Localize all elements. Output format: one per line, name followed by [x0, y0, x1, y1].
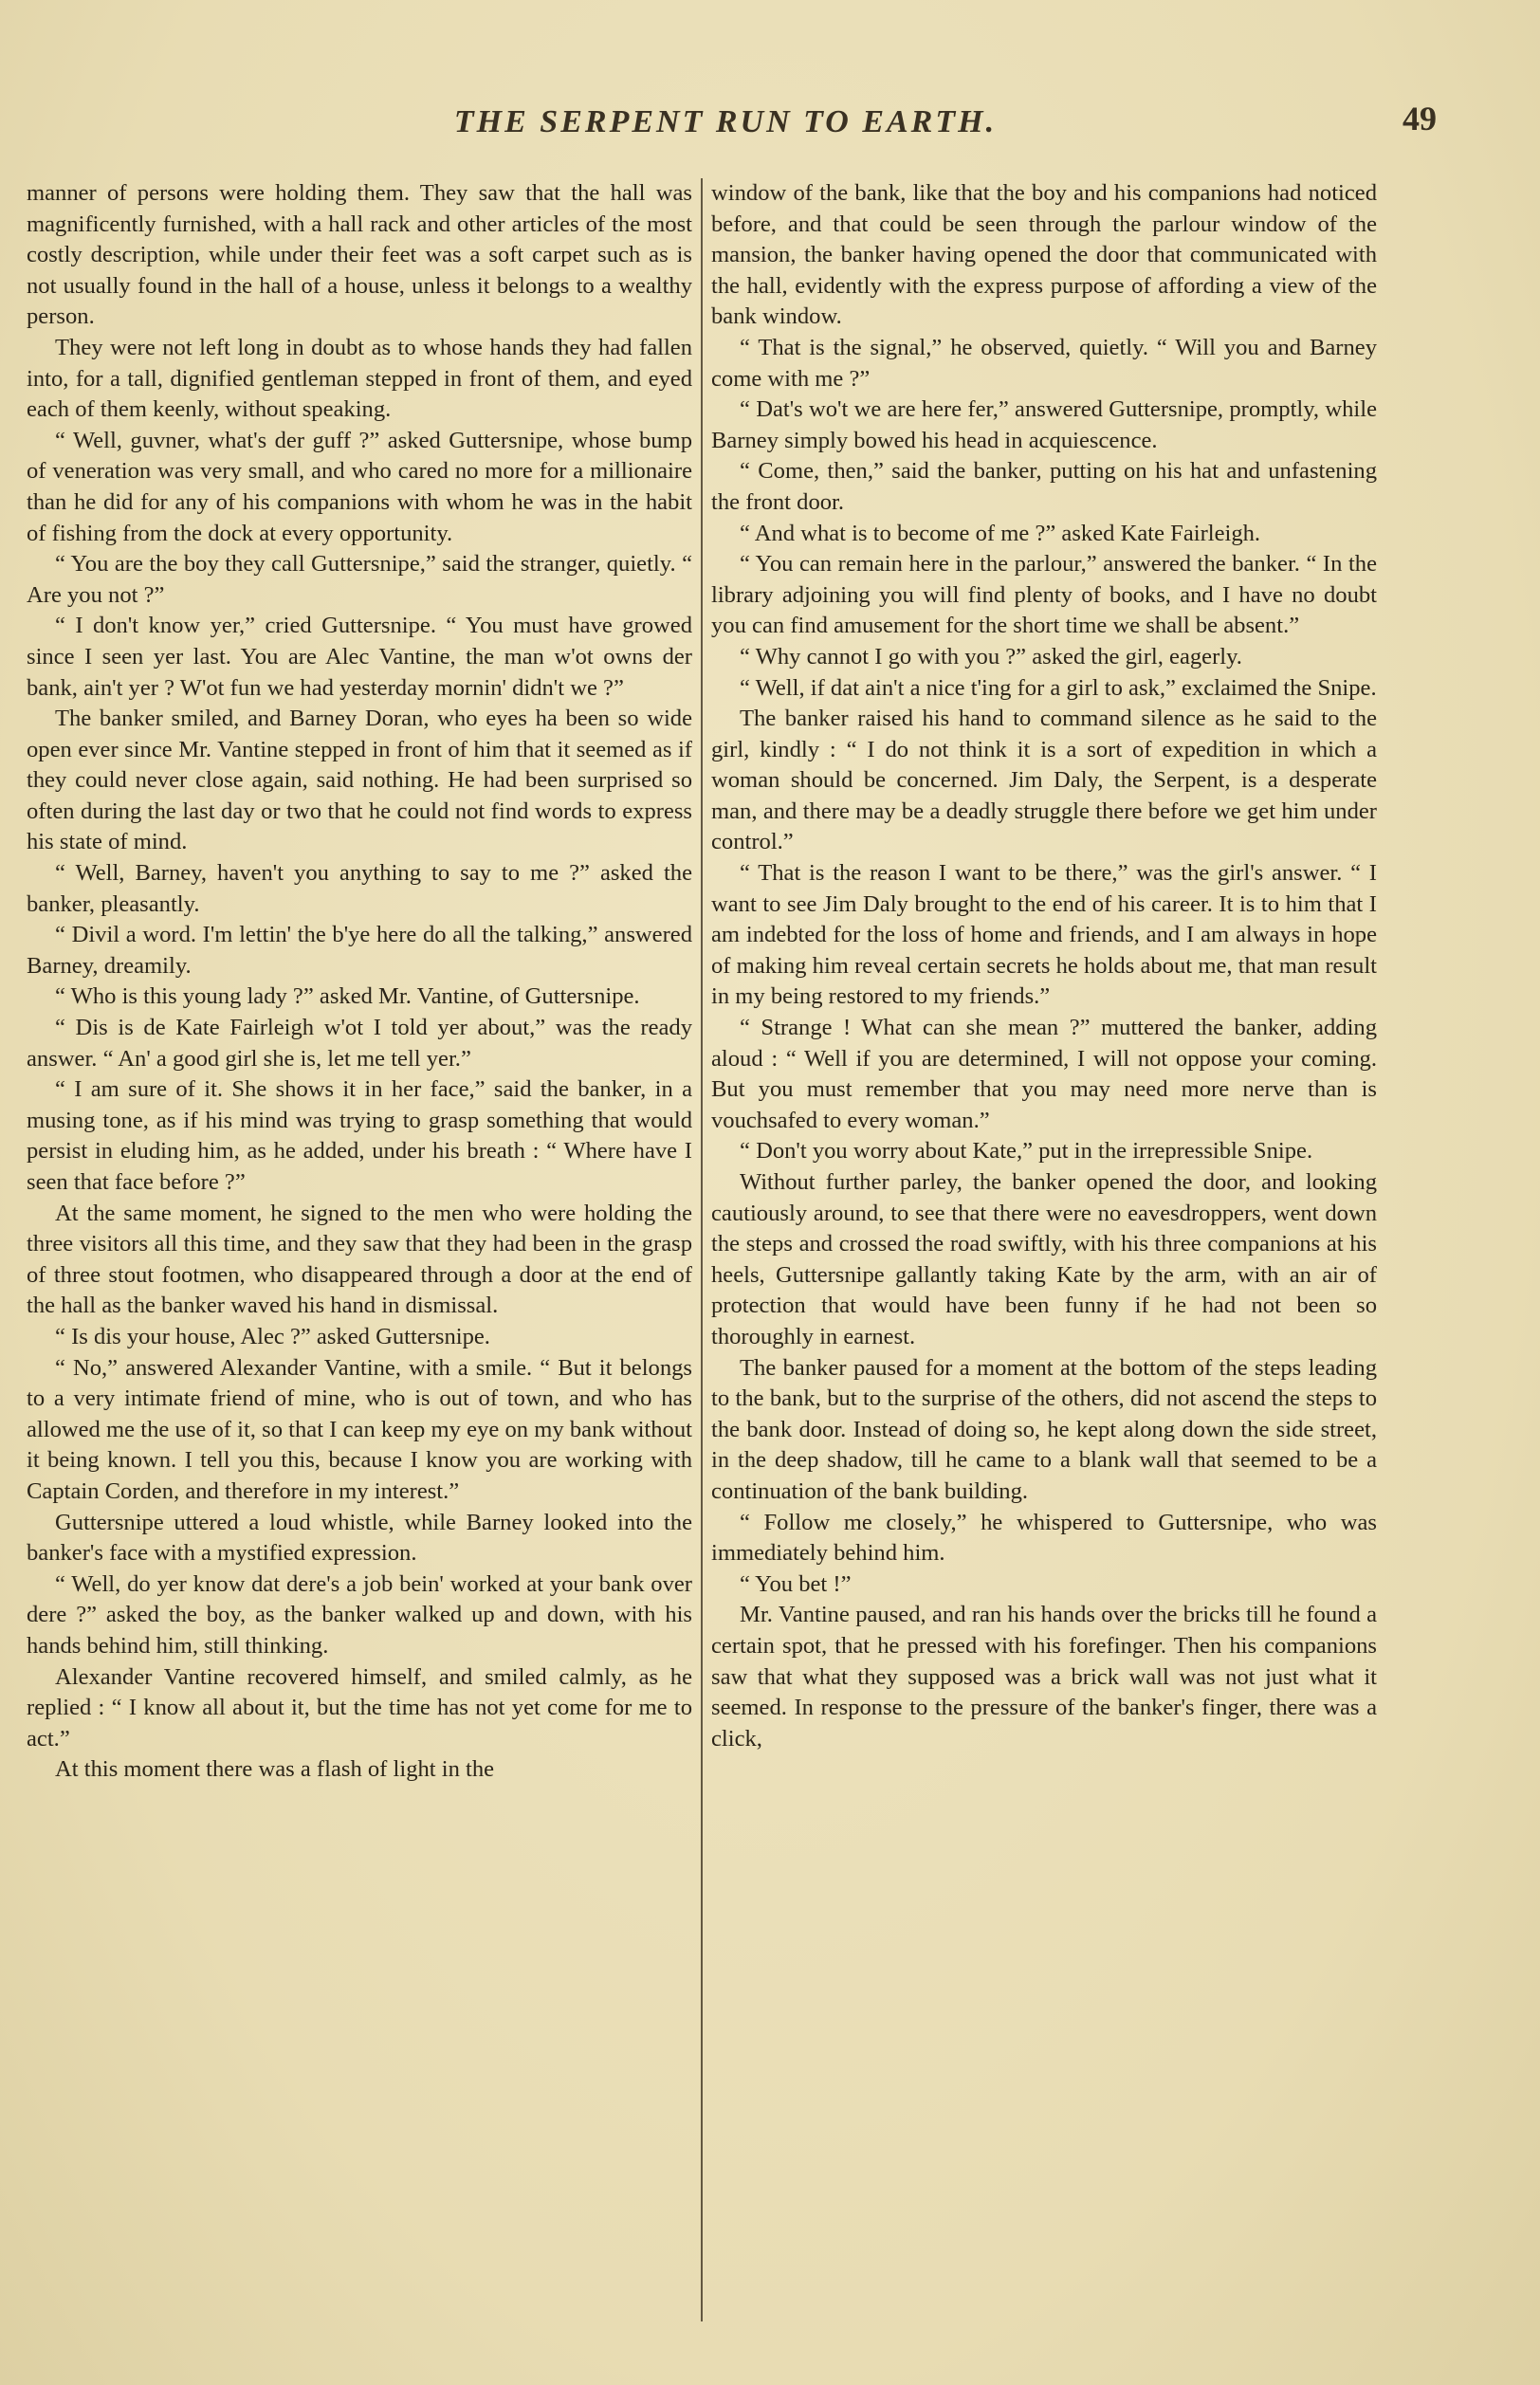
- paragraph: “ Who is this young lady ?” asked Mr. Vantine, of Guttersnipe.: [55, 983, 640, 1010]
- paragraph: “ Why cannot I go with you ?” asked the girl, eagerly.: [740, 643, 1242, 670]
- paragraph: “ Come, then,” said the banker, putting on his hat and unfastening the front door.: [711, 458, 1377, 515]
- paragraph: “ I am sure of it. She shows it in her face,” said the banker, in a musing tone, as if his mind was trying to grasp something that would persist in eluding him, as he added, under his breath : “ Where have I seen that face before ?”: [27, 1076, 692, 1195]
- right-column: [711, 178, 1377, 2331]
- left-column: [27, 178, 692, 2331]
- paragraph: They were not left long in doubt as to whose hands they had fallen into, for a tall, dignified gentleman stepped in front of them, and eyed each of them keenly, without speaking.: [27, 334, 692, 423]
- paragraph: “ And what is to become of me ?” asked Kate Fairleigh.: [740, 520, 1261, 546]
- paragraph: “ You bet !”: [740, 1570, 852, 1597]
- paragraph: “ Is dis your house, Alec ?” asked Guttersnipe.: [55, 1323, 490, 1349]
- column-divider: [701, 178, 703, 2321]
- paragraph: At this moment there was a flash of light in the: [55, 1756, 495, 1783]
- paragraph: The banker raised his hand to command silence as he said to the girl, kindly : “ I do not think it is a sort of expedition in which a woman should be concerned. Jim Daly, the Serpent, is a desperate man, and there may be a deadly struggle there before we get him under control.”: [711, 706, 1377, 855]
- paragraph: “ That is the signal,” he observed, quietly. “ Will you and Barney come with me ?”: [711, 334, 1377, 392]
- paragraph: window of the bank, like that the boy and his companions had noticed before, and that could be seen through the parlour window of the mansion, the banker having opened the door that communicated with the hall, evidently with the express purpose of affording a view of the bank window.: [711, 180, 1377, 330]
- paragraph: Alexander Vantine recovered himself, and smiled calmly, as he replied : “ I know all about it, but the time has not yet come for me to act.”: [27, 1663, 692, 1752]
- running-title: THE SERPENT RUN TO EARTH.: [453, 104, 998, 139]
- page-number: 49: [1402, 100, 1437, 138]
- paragraph: “ Well, guvner, what's der guff ?” asked Guttersnipe, whose bump of veneration was very small, and who cared no more for a millionaire than he did for any of his companions with whom he was in the habit of fishing from the dock at every opportunity.: [27, 427, 692, 546]
- paragraph: “ Well, Barney, haven't you anything to say to me ?” asked the banker, pleasantly.: [27, 860, 692, 917]
- paragraph: The banker paused for a moment at the bottom of the steps leading to the bank, but to the surprise of the others, did not ascend the steps to the bank door. Instead of doing so, he kept along down the side street, in the deep shadow, till he came to a blank wall that seemed to be a continuation of the bank building.: [711, 1354, 1377, 1504]
- paragraph: “ Well, if dat ain't a nice t'ing for a girl to ask,” exclaimed the Snipe.: [740, 674, 1377, 701]
- paragraph: “ Don't you worry about Kate,” put in the irrepressible Snipe.: [740, 1138, 1313, 1165]
- paragraph: “ That is the reason I want to be there,” was the girl's answer. “ I want to see Jim Daly brought to the end of his career. It is to him that I am indebted for the loss of home and friends, and I am always in hope of making him reveal certain secrets he holds about me, that man result in my being restored to my friends.”: [711, 860, 1377, 1010]
- paragraph: Mr. Vantine paused, and ran his hands over the bricks till he found a certain spot, that he pressed with his forefinger. Then his companions saw that what they supposed was a brick wall was not just what it seemed. In response to the pressure of the banker's finger, there was a click,: [711, 1602, 1377, 1752]
- paragraph: “ Dat's wo't we are here fer,” answered Guttersnipe, promptly, while Barney simply bowed his head in acquiescence.: [711, 396, 1377, 453]
- page-header: [28, 100, 1437, 161]
- paragraph: “ No,” answered Alexander Vantine, with a smile. “ But it belongs to a very intimate friend of mine, who is out of town, and who has allowed me the use of it, so that I can keep my eye on my bank without it being known. I tell you this, because I know you are working with Captain Corden, and therefore in my interest.”: [27, 1354, 692, 1504]
- paragraph: “ Strange ! What can she mean ?” muttered the banker, adding aloud : “ Well if you are determined, I will not oppose your coming. But you must remember that you may need more nerve than is vouchsafed to every woman.”: [711, 1015, 1377, 1133]
- paragraph: The banker smiled, and Barney Doran, who eyes ha been so wide open ever since Mr. Vantine stepped in front of him that it seemed as if they could never close again, said nothing. He had been surprised so often during the last day or two that he could not find words to express his state of mind.: [27, 706, 692, 855]
- paragraph: “ Well, do yer know dat dere's a job bein' worked at your bank over dere ?” asked the boy, as the banker walked up and down, with his hands behind him, still thinking.: [27, 1570, 692, 1659]
- paragraph: “ You are the boy they call Guttersnipe,” said the stranger, quietly. “ Are you not ?”: [27, 551, 692, 608]
- paragraph: manner of persons were holding them. They saw that the hall was magnificently furnished, with a hall rack and other articles of the most costly description, while under their feet was a soft carpet such as is not usually found in the hall of a house, unless it belongs to a wealthy person.: [27, 180, 692, 330]
- paragraph: “ Dis is de Kate Fairleigh w'ot I told yer about,” was the ready answer. “ An' a good girl she is, let me tell yer.”: [27, 1015, 692, 1072]
- paragraph: “ Divil a word. I'm lettin' the b'ye here do all the talking,” answered Barney, dreamily.: [27, 922, 692, 979]
- paragraph: “ You can remain here in the parlour,” answered the banker. “ In the library adjoining you will find plenty of books, and I have no doubt you can find amusement for the short time we shall be absent.”: [711, 551, 1377, 639]
- text-columns: [27, 178, 1405, 2331]
- paragraph: Without further parley, the banker opened the door, and looking cautiously around, to see that there were no eavesdroppers, went down the steps and crossed the road swiftly, with his three companions at his heels, Guttersnipe gallantly taking Kate by the arm, with an air of protection that would have been funny if he had not been so thoroughly in earnest.: [711, 1169, 1377, 1349]
- paragraph: At the same moment, he signed to the men who were holding the three visitors all this time, and they saw that they had been in the grasp of three stout footmen, who disappeared through a door at the end of the hall as the banker waved his hand in dismissal.: [27, 1200, 692, 1319]
- paragraph: Guttersnipe uttered a loud whistle, while Barney looked into the banker's face with a mystified expression.: [27, 1509, 692, 1567]
- paragraph: “ I don't know yer,” cried Guttersnipe. “ You must have growed since I seen yer last. You are Alec Vantine, the man w'ot owns der bank, ain't yer ? W'ot fun we had yesterday mornin' didn't we ?”: [27, 613, 692, 701]
- paragraph: “ Follow me closely,” he whispered to Guttersnipe, who was immediately behind him.: [711, 1509, 1377, 1567]
